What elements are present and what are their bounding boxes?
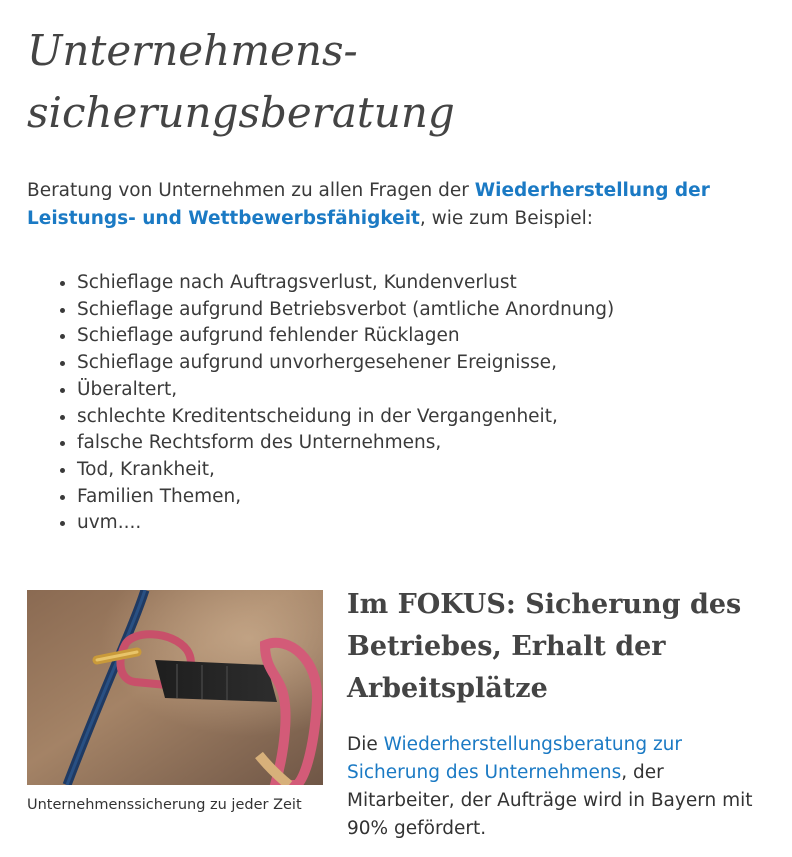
- list-item: • schlechte Kreditentscheidung in der Vergangenheit,: [77, 404, 792, 431]
- intro-text-before: Beratung von Unternehmen zu allen Fragen der: [27, 180, 475, 201]
- focus-paragraph: [347, 731, 767, 843]
- list-item: • Familien Themen,: [77, 484, 792, 511]
- carabiner-photo: [27, 590, 323, 785]
- list-item: • Schieflage nach Auftragsverlust, Kundenverlust: [77, 270, 792, 297]
- list-item: • Schieflage aufgrund fehlender Rücklagen: [77, 323, 792, 350]
- figure-caption: Unternehmenssicherung zu jeder Zeit: [27, 797, 302, 813]
- list-item: • uvm....: [77, 510, 792, 537]
- list-item: • Überaltert,: [77, 377, 792, 404]
- feature-figure: [27, 590, 323, 818]
- page-title-line2: sicherungsberatung: [27, 88, 455, 137]
- intro-text-after: , wie zum Beispiel:: [419, 208, 594, 229]
- page-title: [27, 20, 767, 144]
- page-title-line1: Unternehmens-: [27, 26, 358, 75]
- focus-text-before: Die: [347, 734, 384, 755]
- issues-list: [27, 270, 792, 537]
- intro-paragraph: [27, 177, 777, 233]
- list-item: • Schieflage aufgrund Betriebsverbot (amtliche Anordnung): [77, 297, 792, 324]
- intro-link[interactable]: Wiederherstellung der Leistungs- und Wettbewerbsfähigkeit: [27, 180, 710, 229]
- list-item: • Tod, Krankheit,: [77, 457, 792, 484]
- list-item: • Schieflage aufgrund unvorhergesehener Ereignisse,: [77, 350, 792, 377]
- focus-link[interactable]: Wiederherstellungsberatung zur Sicherung des Unternehmens: [347, 734, 683, 783]
- focus-title: Im FOKUS: Sicherung des Betriebes, Erhalt der Arbeitsplätze: [347, 589, 742, 704]
- list-item: • falsche Rechtsform des Unternehmens,: [77, 430, 792, 457]
- focus-text-after: , der Mitarbeiter, der Aufträge wird in Bayern mit 90% gefördert.: [347, 762, 753, 839]
